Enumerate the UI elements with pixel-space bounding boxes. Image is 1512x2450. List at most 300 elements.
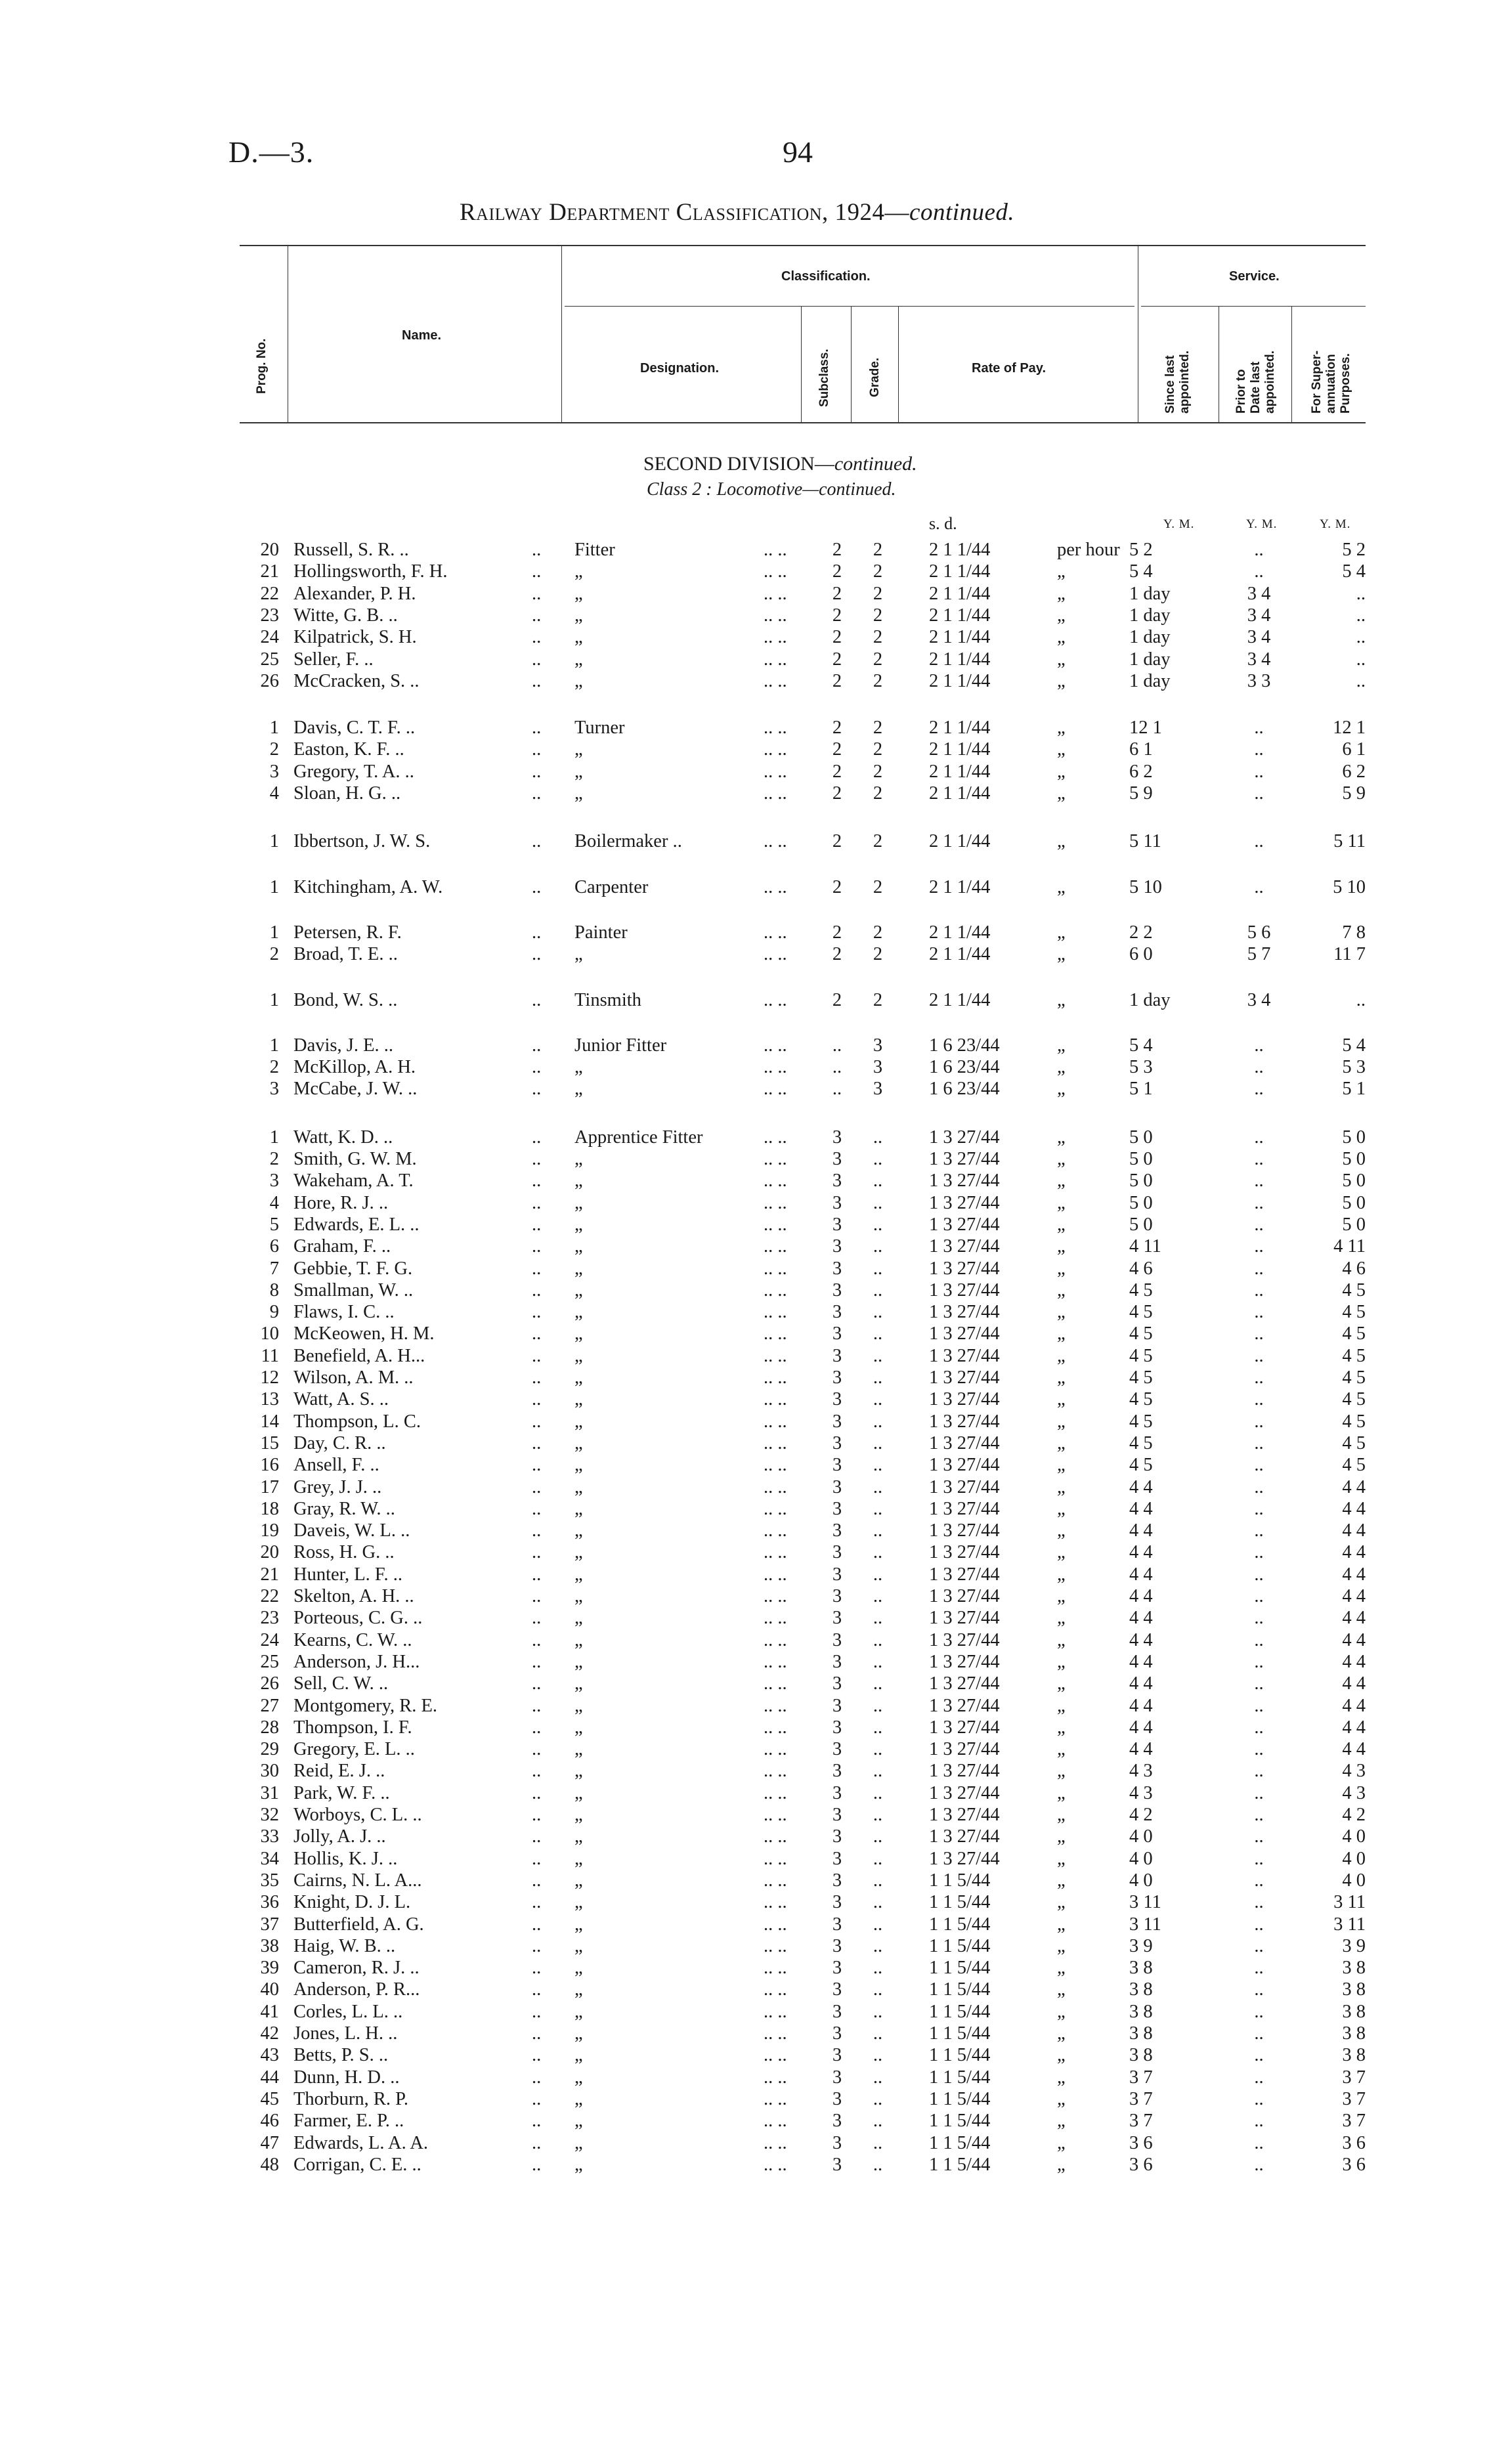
rate-of-pay: 1 3 27/44: [929, 1586, 1000, 1606]
grade: ..: [873, 1171, 883, 1192]
designation: „: [574, 2132, 583, 2153]
pay-period: „: [1057, 583, 1066, 604]
grade: ..: [873, 1673, 883, 1694]
prior-to-date: ..: [1254, 1564, 1264, 1585]
prog-no: 12: [260, 1367, 279, 1388]
table-row: [0, 584, 1512, 605]
pay-period: „: [1057, 1127, 1066, 1148]
superannuation-service: 4 5: [1342, 1367, 1366, 1388]
staff-name: Sell, C. W. ..: [293, 1673, 389, 1694]
table-row: [0, 1630, 1512, 1651]
designation: „: [574, 2088, 583, 2109]
since-last-appointed: 4 5: [1129, 1279, 1153, 1300]
pay-period: „: [1057, 2111, 1066, 2132]
pay-period: „: [1057, 1057, 1066, 1078]
leader-dots: ..: [532, 2067, 542, 2088]
staff-name: Davis, C. T. F. ..: [293, 718, 416, 739]
leader-dots: ..: [532, 1192, 542, 1213]
table-row: [0, 1057, 1512, 1078]
prog-no: 34: [260, 1848, 279, 1869]
leader-dots: .. ..: [764, 1258, 787, 1279]
superannuation-service: 4 5: [1342, 1279, 1366, 1300]
prior-to-date: ..: [1254, 1586, 1264, 1606]
grade: ..: [873, 2001, 883, 2022]
table-row: [0, 1127, 1512, 1148]
subclass: 3: [832, 1192, 842, 1213]
designation: „: [574, 1651, 583, 1672]
subclass: 2: [832, 783, 842, 804]
rate-of-pay: 1 3 27/44: [929, 1171, 1000, 1192]
designation: „: [574, 1367, 583, 1388]
rate-of-pay: 1 3 27/44: [929, 1367, 1000, 1388]
table-row: [0, 1783, 1512, 1804]
pay-period: „: [1057, 2088, 1066, 2109]
leader-dots: ..: [532, 2045, 542, 2066]
designation: „: [574, 2045, 583, 2066]
pay-period: „: [1057, 1651, 1066, 1672]
rate-of-pay: 1 3 27/44: [929, 1455, 1000, 1476]
leader-dots: ..: [532, 670, 542, 691]
pay-period: „: [1057, 1958, 1066, 1979]
subclass: 3: [832, 1323, 842, 1344]
superannuation-service: 4 2: [1342, 1805, 1366, 1825]
table-row: [0, 1652, 1512, 1673]
leader-dots: .. ..: [764, 1958, 787, 1979]
leader-dots: .. ..: [764, 1127, 787, 1148]
leader-dots: .. ..: [764, 2088, 787, 2109]
rate-of-pay: 1 1 5/44: [929, 1892, 991, 1913]
grade: ..: [873, 1214, 883, 1235]
leader-dots: ..: [532, 1608, 542, 1629]
prog-no: 24: [260, 1629, 279, 1650]
superannuation-service: 3 8: [1342, 2045, 1366, 2066]
superannuation-service: ..: [1356, 989, 1366, 1010]
pay-period: „: [1057, 1564, 1066, 1585]
prog-no: 10: [260, 1323, 279, 1344]
pay-period: „: [1057, 1149, 1066, 1169]
header-superannuation: For Super- annuation Purposes.: [1310, 350, 1352, 414]
since-last-appointed: 4 4: [1129, 1651, 1153, 1672]
subclass: 3: [832, 1476, 842, 1497]
superannuation-service: 4 0: [1342, 1826, 1366, 1847]
units-ym-super: Y. M.: [1320, 517, 1351, 531]
leader-dots: .. ..: [764, 1848, 787, 1869]
subclass: 3: [832, 1608, 842, 1629]
staff-name: Thompson, L. C.: [293, 1411, 421, 1432]
table-row: [0, 1455, 1512, 1476]
header-rate-of-pay: Rate of Pay.: [972, 361, 1046, 376]
since-last-appointed: 3 6: [1129, 2154, 1153, 2175]
prior-to-date: ..: [1254, 1979, 1264, 2000]
designation: „: [574, 1564, 583, 1585]
prog-no: 2: [269, 944, 279, 965]
prior-to-date: ..: [1254, 1258, 1264, 1279]
leader-dots: ..: [532, 1367, 542, 1388]
table-row: [0, 1236, 1512, 1257]
prior-to-date: ..: [1254, 2132, 1264, 2153]
pay-period: „: [1057, 1761, 1066, 1782]
table-row: [0, 1520, 1512, 1541]
table-row: [0, 1958, 1512, 1979]
grade: ..: [873, 1498, 883, 1519]
leader-dots: .. ..: [764, 1171, 787, 1192]
prog-no: 40: [260, 1979, 279, 2000]
subclass: 2: [832, 583, 842, 604]
pay-period: „: [1057, 761, 1066, 782]
since-last-appointed: 4 2: [1129, 1805, 1153, 1825]
staff-name: Edwards, L. A. A.: [293, 2132, 429, 2153]
rate-of-pay: 2 1 1/44: [929, 739, 991, 760]
leader-dots: ..: [532, 1079, 542, 1100]
table-row: [0, 1696, 1512, 1717]
rate-of-pay: 2 1 1/44: [929, 761, 991, 782]
prog-no: 4: [269, 783, 279, 804]
designation: „: [574, 1192, 583, 1213]
rate-of-pay: 1 6 23/44: [929, 1035, 1000, 1056]
since-last-appointed: 5 2: [1129, 540, 1153, 560]
grade: ..: [873, 1411, 883, 1432]
subclass: 3: [832, 1302, 842, 1323]
superannuation-service: 5 4: [1342, 1035, 1366, 1056]
prior-to-date: 3 4: [1247, 989, 1271, 1010]
grade: 3: [873, 1079, 883, 1100]
grade: ..: [873, 1323, 883, 1344]
staff-name: Wilson, A. M. ..: [293, 1367, 414, 1388]
since-last-appointed: 6 2: [1129, 761, 1153, 782]
prog-no: 30: [260, 1761, 279, 1782]
prog-no: 14: [260, 1411, 279, 1432]
superannuation-service: 5 9: [1342, 783, 1366, 804]
prog-no: 27: [260, 1695, 279, 1716]
staff-name: Jones, L. H. ..: [293, 2023, 398, 2044]
subclass: 3: [832, 1979, 842, 2000]
table-row: [0, 1936, 1512, 1957]
staff-name: McKeowen, H. M.: [293, 1323, 435, 1344]
superannuation-service: 3 7: [1342, 2088, 1366, 2109]
subclass: 3: [832, 1279, 842, 1300]
grade: ..: [873, 2045, 883, 2066]
leader-dots: .. ..: [764, 1542, 787, 1563]
designation: „: [574, 1608, 583, 1629]
rate-of-pay: 2 1 1/44: [929, 561, 991, 582]
division-title-cont: continued.: [834, 453, 917, 475]
staff-name: Skelton, A. H. ..: [293, 1586, 414, 1606]
staff-name: Ansell, F. ..: [293, 1455, 379, 1476]
prog-no: 21: [260, 561, 279, 582]
subclass: 2: [832, 670, 842, 691]
staff-name: McCracken, S. ..: [293, 670, 420, 691]
leader-dots: ..: [532, 1979, 542, 2000]
rate-of-pay: 1 3 27/44: [929, 1564, 1000, 1585]
designation: „: [574, 605, 583, 626]
table-row: [0, 2089, 1512, 2110]
leader-dots: ..: [532, 1761, 542, 1782]
table-row: [0, 922, 1512, 943]
prior-to-date: ..: [1254, 1870, 1264, 1891]
pay-period: „: [1057, 1432, 1066, 1453]
since-last-appointed: 5 4: [1129, 561, 1153, 582]
subclass: 3: [832, 1432, 842, 1453]
prior-to-date: ..: [1254, 1345, 1264, 1366]
staff-name: Ibbertson, J. W. S.: [293, 831, 431, 852]
rate-of-pay: 1 3 27/44: [929, 1345, 1000, 1366]
pay-period: „: [1057, 2045, 1066, 2066]
pay-period: „: [1057, 1608, 1066, 1629]
leader-dots: ..: [532, 1035, 542, 1056]
leader-dots: .. ..: [764, 1892, 787, 1913]
leader-dots: .. ..: [764, 1192, 787, 1213]
superannuation-service: 4 3: [1342, 1761, 1366, 1782]
leader-dots: ..: [532, 761, 542, 782]
pay-period: „: [1057, 1411, 1066, 1432]
staff-name: Gebbie, T. F. G.: [293, 1258, 413, 1279]
table-row: [0, 1367, 1512, 1388]
header-name: Name.: [402, 328, 442, 343]
rate-of-pay: 2 1 1/44: [929, 989, 991, 1010]
staff-name: Benefield, A. H...: [293, 1345, 425, 1366]
since-last-appointed: 4 4: [1129, 1476, 1153, 1497]
prior-to-date: ..: [1254, 831, 1264, 852]
leader-dots: .. ..: [764, 627, 787, 648]
leader-dots: ..: [532, 1345, 542, 1366]
superannuation-service: ..: [1356, 649, 1366, 670]
leader-dots: .. ..: [764, 922, 787, 943]
table-row: [0, 762, 1512, 783]
leader-dots: ..: [532, 1695, 542, 1716]
prog-no: 13: [260, 1389, 279, 1410]
prior-to-date: ..: [1254, 1673, 1264, 1694]
superannuation-service: 3 8: [1342, 1958, 1366, 1979]
designation: „: [574, 1149, 583, 1169]
page-ref: D.—3.: [228, 135, 314, 169]
pay-period: „: [1057, 1214, 1066, 1235]
pay-period: „: [1057, 739, 1066, 760]
superannuation-service: 5 0: [1342, 1214, 1366, 1235]
prog-no: 43: [260, 2045, 279, 2066]
designation: „: [574, 1389, 583, 1410]
leader-dots: .. ..: [764, 1367, 787, 1388]
pay-period: „: [1057, 1345, 1066, 1366]
table-row: [0, 2023, 1512, 2044]
since-last-appointed: 4 4: [1129, 1717, 1153, 1738]
table-row: [0, 1346, 1512, 1367]
subclass: 3: [832, 1914, 842, 1935]
table-row: [0, 1564, 1512, 1585]
since-last-appointed: 3 11: [1129, 1914, 1161, 1935]
rate-of-pay: 1 1 5/44: [929, 2154, 991, 2175]
rate-of-pay: 2 1 1/44: [929, 718, 991, 739]
pay-period: „: [1057, 1782, 1066, 1803]
table-row: [0, 1849, 1512, 1870]
designation: „: [574, 739, 583, 760]
designation: „: [574, 1498, 583, 1519]
leader-dots: ..: [532, 1629, 542, 1650]
prior-to-date: ..: [1254, 1035, 1264, 1056]
grade: ..: [873, 1935, 883, 1956]
grade: ..: [873, 1629, 883, 1650]
running-title-cont: continued.: [909, 199, 1015, 226]
leader-dots: .. ..: [764, 1389, 787, 1410]
superannuation-service: 3 11: [1333, 1914, 1366, 1935]
superannuation-service: 6 2: [1342, 761, 1366, 782]
leader-dots: ..: [532, 2023, 542, 2044]
superannuation-service: 5 3: [1342, 1057, 1366, 1078]
leader-dots: ..: [532, 627, 542, 648]
grade: 2: [873, 989, 883, 1010]
staff-name: Broad, T. E. ..: [293, 944, 398, 965]
since-last-appointed: 4 5: [1129, 1345, 1153, 1366]
rate-of-pay: 1 3 27/44: [929, 1498, 1000, 1519]
grade: ..: [873, 1586, 883, 1606]
prior-to-date: ..: [1254, 561, 1264, 582]
staff-name: Witte, G. B. ..: [293, 605, 398, 626]
leader-dots: ..: [532, 718, 542, 739]
prior-to-date: ..: [1254, 1432, 1264, 1453]
superannuation-service: 4 4: [1342, 1651, 1366, 1672]
designation: „: [574, 1432, 583, 1453]
leader-dots: .. ..: [764, 1608, 787, 1629]
rate-of-pay: 1 3 27/44: [929, 1323, 1000, 1344]
pay-period: „: [1057, 1695, 1066, 1716]
since-last-appointed: 4 4: [1129, 1629, 1153, 1650]
leader-dots: ..: [532, 1323, 542, 1344]
pay-period: „: [1057, 1805, 1066, 1825]
leader-dots: ..: [532, 1411, 542, 1432]
grade: ..: [873, 1782, 883, 1803]
pay-period: „: [1057, 1739, 1066, 1760]
grade: 2: [873, 876, 883, 897]
since-last-appointed: 5 0: [1129, 1192, 1153, 1213]
pay-period: „: [1057, 627, 1066, 648]
table-row: [0, 1717, 1512, 1738]
table-row: [0, 671, 1512, 692]
superannuation-service: 4 6: [1342, 1258, 1366, 1279]
staff-name: Betts, P. S. ..: [293, 2045, 389, 2066]
staff-name: Gray, R. W. ..: [293, 1498, 395, 1519]
superannuation-service: 3 9: [1342, 1935, 1366, 1956]
subclass: 3: [832, 2088, 842, 2109]
rate-of-pay: 1 3 27/44: [929, 1236, 1000, 1257]
leader-dots: ..: [532, 1389, 542, 1410]
prior-to-date: ..: [1254, 1192, 1264, 1213]
superannuation-service: 5 11: [1333, 831, 1366, 852]
table-row: [0, 990, 1512, 1011]
table-row: [0, 944, 1512, 965]
subclass: ..: [832, 1057, 842, 1078]
prior-to-date: ..: [1254, 2154, 1264, 2175]
designation: „: [574, 783, 583, 804]
superannuation-service: 4 11: [1333, 1236, 1366, 1257]
leader-dots: ..: [532, 2001, 542, 2022]
leader-dots: .. ..: [764, 2001, 787, 2022]
prior-to-date: ..: [1254, 1651, 1264, 1672]
staff-name: Hore, R. J. ..: [293, 1192, 389, 1213]
superannuation-service: 4 5: [1342, 1302, 1366, 1323]
leader-dots: ..: [532, 605, 542, 626]
grade: ..: [873, 1608, 883, 1629]
prog-no: 42: [260, 2023, 279, 2044]
pay-period: „: [1057, 2023, 1066, 2044]
grade: 2: [873, 739, 883, 760]
leader-dots: ..: [532, 583, 542, 604]
subclass: 2: [832, 649, 842, 670]
rate-of-pay: 1 1 5/44: [929, 1914, 991, 1935]
table-row: [0, 627, 1512, 648]
rate-of-pay: 1 1 5/44: [929, 2088, 991, 2109]
grade: ..: [873, 1651, 883, 1672]
staff-name: Thompson, I. F.: [293, 1717, 412, 1738]
leader-dots: ..: [532, 1651, 542, 1672]
rate-of-pay: 1 3 27/44: [929, 1520, 1000, 1541]
prior-to-date: ..: [1254, 1761, 1264, 1782]
designation: „: [574, 1892, 583, 1913]
prog-no: 8: [269, 1279, 279, 1300]
prog-no: 1: [269, 1127, 279, 1148]
subclass: 3: [832, 1629, 842, 1650]
rate-of-pay: 1 3 27/44: [929, 1651, 1000, 1672]
staff-name: Sloan, H. G. ..: [293, 783, 401, 804]
staff-name: Corles, L. L. ..: [293, 2001, 403, 2022]
since-last-appointed: 4 0: [1129, 1870, 1153, 1891]
prog-no: 37: [260, 1914, 279, 1935]
prior-to-date: ..: [1254, 1079, 1264, 1100]
since-last-appointed: 5 0: [1129, 1214, 1153, 1235]
leader-dots: .. ..: [764, 2111, 787, 2132]
grade: ..: [873, 1914, 883, 1935]
subclass: 2: [832, 540, 842, 560]
prior-to-date: ..: [1254, 1214, 1264, 1235]
leader-dots: ..: [532, 1149, 542, 1169]
prog-no: 17: [260, 1476, 279, 1497]
table-row: [0, 1979, 1512, 2000]
designation: „: [574, 944, 583, 965]
prog-no: 28: [260, 1717, 279, 1738]
prior-to-date: 3 3: [1247, 670, 1271, 691]
leader-dots: .. ..: [764, 1476, 787, 1497]
rate-of-pay: 2 1 1/44: [929, 627, 991, 648]
pay-period: „: [1057, 1542, 1066, 1563]
staff-name: Porteous, C. G. ..: [293, 1608, 423, 1629]
leader-dots: .. ..: [764, 605, 787, 626]
prior-to-date: ..: [1254, 1958, 1264, 1979]
designation: „: [574, 1171, 583, 1192]
superannuation-service: 5 4: [1342, 561, 1366, 582]
since-last-appointed: 4 4: [1129, 1520, 1153, 1541]
staff-name: Hollingsworth, F. H.: [293, 561, 448, 582]
prog-no: 20: [260, 540, 279, 560]
pay-period: „: [1057, 605, 1066, 626]
superannuation-service: 4 4: [1342, 1498, 1366, 1519]
leader-dots: ..: [532, 1236, 542, 1257]
table-row: [0, 1433, 1512, 1454]
table-row: [0, 1280, 1512, 1301]
designation: „: [574, 1236, 583, 1257]
table-row: [0, 1542, 1512, 1563]
subclass: 3: [832, 1935, 842, 1956]
pay-period: „: [1057, 649, 1066, 670]
leader-dots: .. ..: [764, 1035, 787, 1056]
leader-dots: .. ..: [764, 944, 787, 965]
prog-no: 15: [260, 1432, 279, 1453]
staff-name: Graham, F. ..: [293, 1236, 391, 1257]
grade: ..: [873, 1127, 883, 1148]
prog-no: 1: [269, 989, 279, 1010]
rate-of-pay: 2 1 1/44: [929, 944, 991, 965]
subclass: 2: [832, 876, 842, 897]
designation: „: [574, 1629, 583, 1650]
prog-no: 18: [260, 1498, 279, 1519]
grade: 2: [873, 922, 883, 943]
